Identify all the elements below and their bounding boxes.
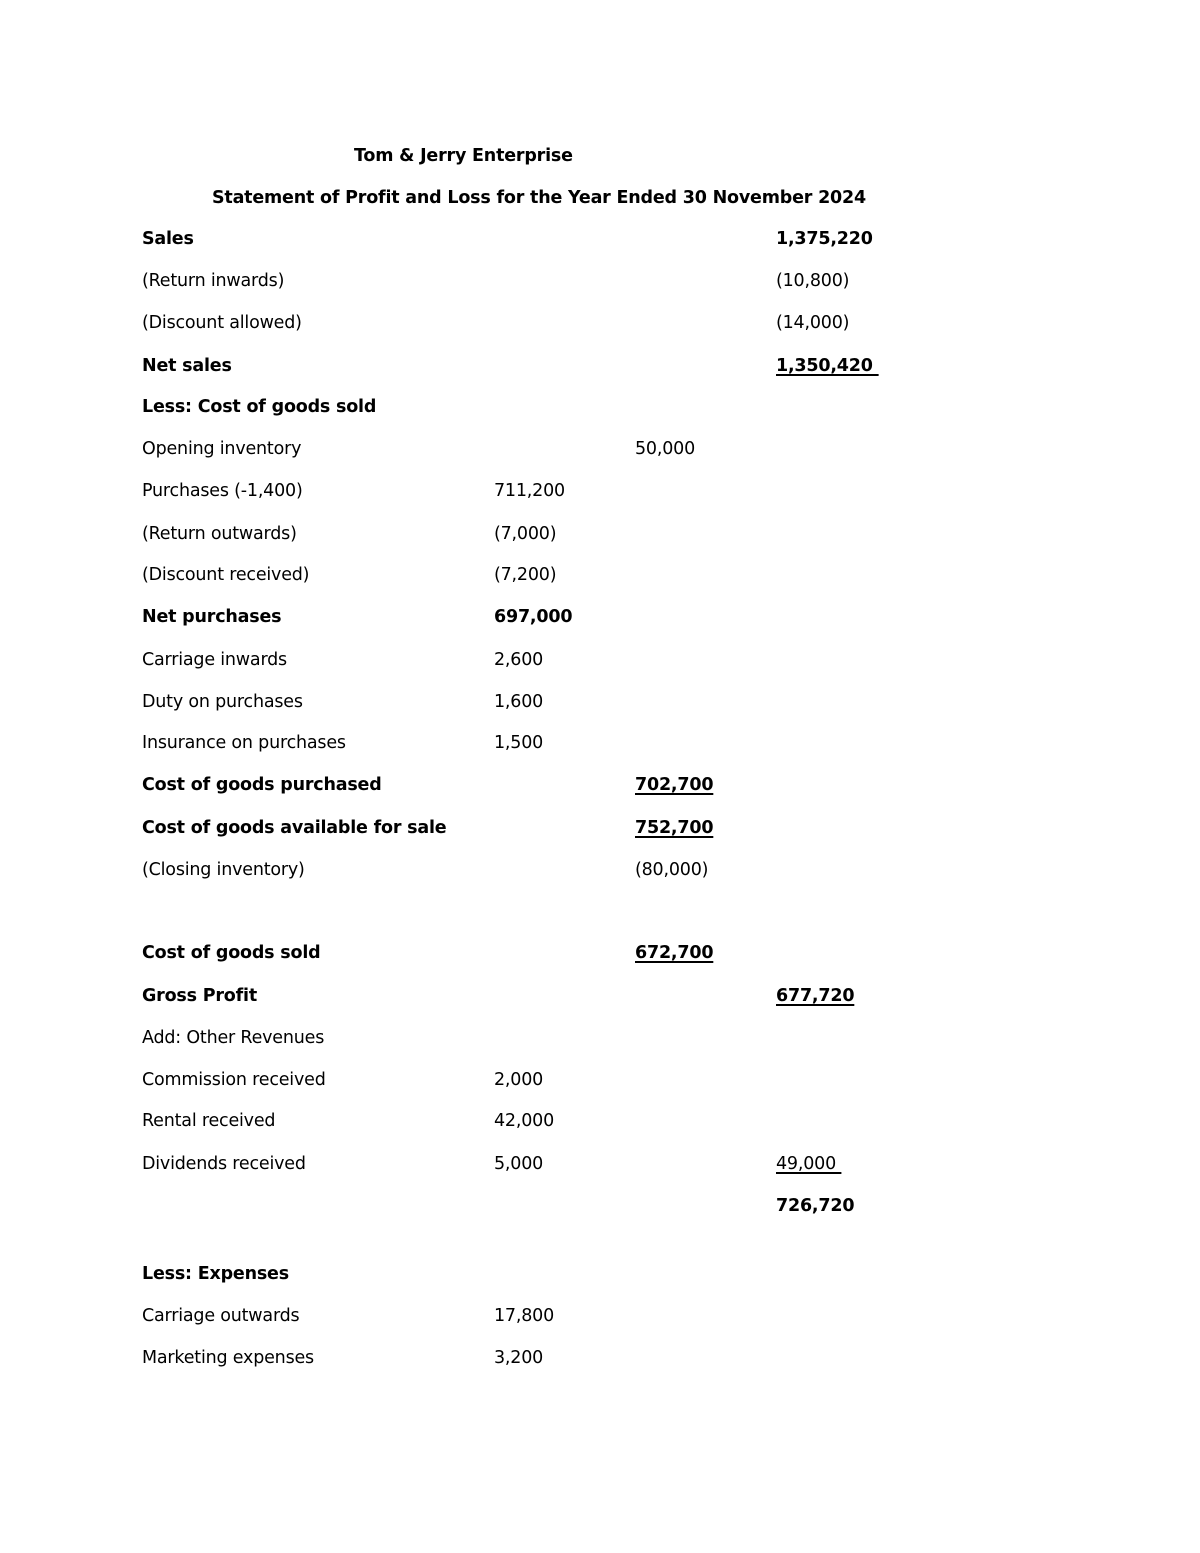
row-value: (14,000) [776, 313, 850, 333]
row-value: 711,200 [494, 481, 565, 501]
row-value: 1,500 [494, 733, 544, 753]
row-label: Cost of goods sold [142, 943, 321, 963]
statement-title: Statement of Profit and Loss for the Year Ended 30 November 2024 [212, 188, 866, 208]
row-label: Rental received [142, 1111, 276, 1131]
row-label: (Return inwards) [142, 271, 285, 291]
section-heading: Less: Cost of goods sold [142, 397, 377, 417]
row-value: 2,600 [494, 650, 544, 670]
row-label: (Discount allowed) [142, 313, 302, 333]
row-value: 50,000 [635, 439, 696, 459]
row-label: Cost of goods purchased [142, 775, 382, 795]
row-value: 677,720 [776, 986, 855, 1006]
section-heading: Add: Other Revenues [142, 1028, 325, 1048]
row-value: 1,600 [494, 692, 544, 712]
row-value: 49,000 [776, 1154, 842, 1174]
row-label: Dividends received [142, 1154, 306, 1174]
row-value: 702,700 [635, 775, 714, 795]
row-label: Sales [142, 229, 194, 249]
row-value: 697,000 [494, 607, 573, 627]
row-label: Purchases (-1,400) [142, 481, 303, 501]
row-label: Opening inventory [142, 439, 302, 459]
row-label: Net sales [142, 356, 232, 376]
row-value: 1,375,220 [776, 229, 873, 249]
row-value: 42,000 [494, 1111, 555, 1131]
row-value: 17,800 [494, 1306, 555, 1326]
company-name: Tom & Jerry Enterprise [354, 146, 573, 166]
row-value: 5,000 [494, 1154, 544, 1174]
subtotal-value: 726,720 [776, 1196, 855, 1216]
row-label: (Closing inventory) [142, 860, 305, 880]
row-label: Carriage outwards [142, 1306, 300, 1326]
row-value: (80,000) [635, 860, 709, 880]
row-label: Commission received [142, 1070, 326, 1090]
section-heading: Less: Expenses [142, 1264, 289, 1284]
row-label: Insurance on purchases [142, 733, 346, 753]
row-label: (Return outwards) [142, 524, 297, 544]
row-value: (7,000) [494, 524, 557, 544]
row-label: Cost of goods available for sale [142, 818, 447, 838]
row-label: Duty on purchases [142, 692, 303, 712]
row-value: 2,000 [494, 1070, 544, 1090]
row-value: 752,700 [635, 818, 714, 838]
row-label: Carriage inwards [142, 650, 287, 670]
row-value: 1,350,420 [776, 356, 879, 376]
row-label: (Discount received) [142, 565, 310, 585]
row-label: Net purchases [142, 607, 282, 627]
row-value: (10,800) [776, 271, 850, 291]
row-value: (7,200) [494, 565, 557, 585]
row-label: Marketing expenses [142, 1348, 314, 1368]
row-value: 672,700 [635, 943, 714, 963]
row-label: Gross Profit [142, 986, 257, 1006]
row-value: 3,200 [494, 1348, 544, 1368]
